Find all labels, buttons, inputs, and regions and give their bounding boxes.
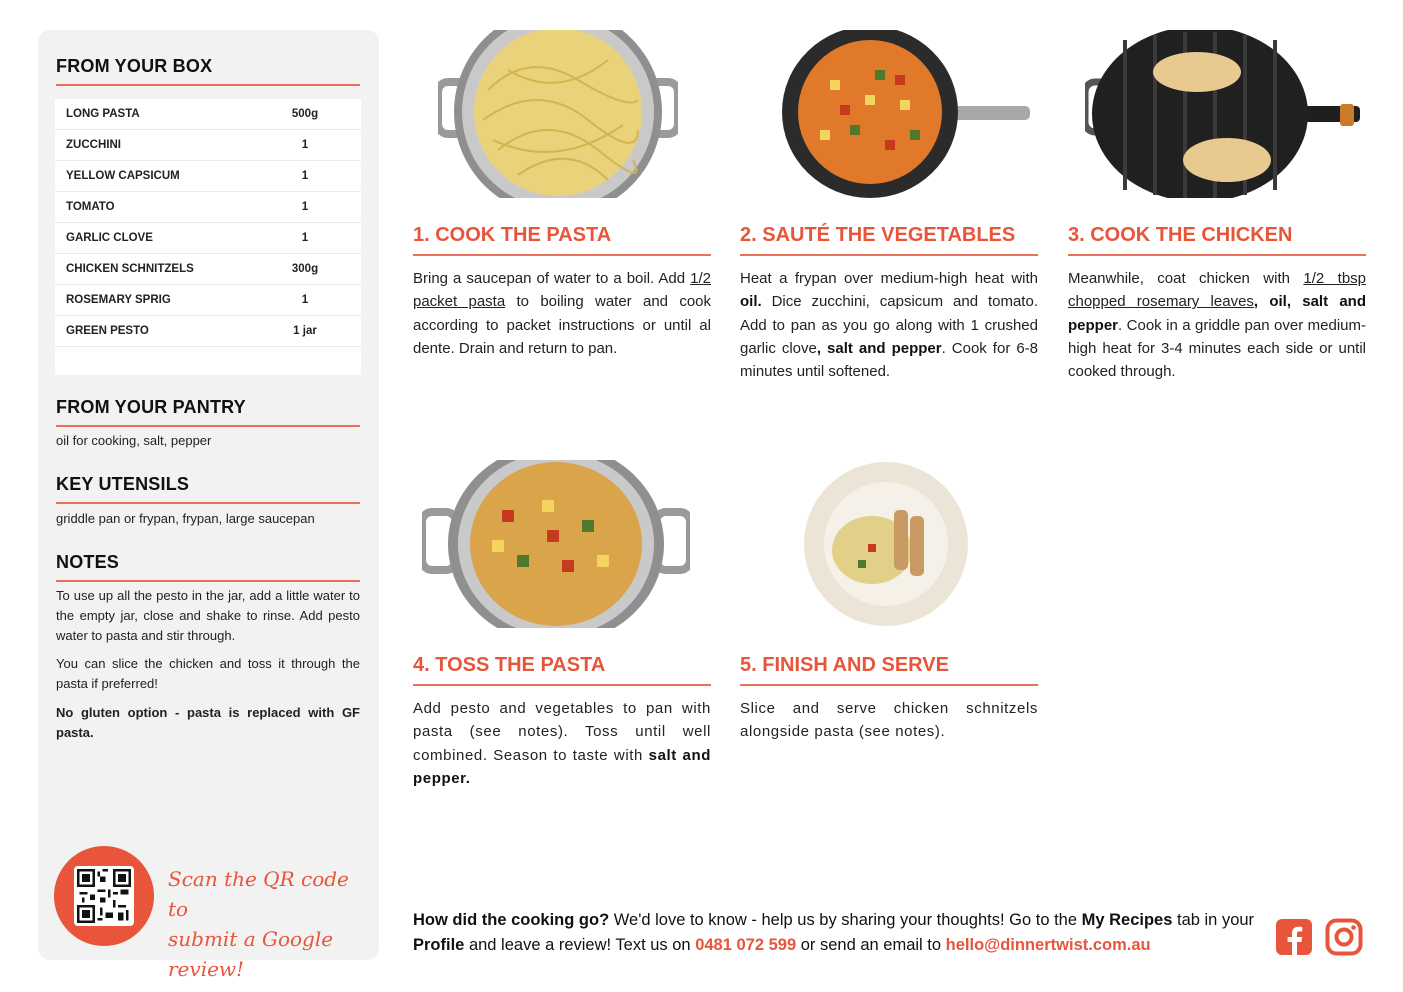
vegetables-frypan-image [780,30,1030,198]
email-link[interactable]: hello@dinnertwist.com.au [945,936,1151,954]
plated-dish-image [802,460,970,628]
notes-paragraph-2: You can slice the chicken and toss it through the pasta if preferred! [56,656,360,691]
ingredient-qty: 300g [291,263,319,275]
tossed-pasta-pot-image [422,460,690,628]
from-your-box-title: FROM YOUR BOX [56,56,360,86]
utensils-text: griddle pan or frypan, frypan, large saucepan [56,511,315,526]
ingredient-name: GARLIC CLOVE [66,232,153,244]
notes-paragraph-3: No gluten option - pasta is replaced with GF pasta. [56,705,360,740]
ingredient-name: LONG PASTA [66,108,140,120]
qr-caption-line-1: Scan the QR code to [168,867,349,921]
step-3-ingredient-link: 1/2 tbsp chopped rosemary leaves [1068,270,1366,311]
step-4-title: 4. TOSS THE PASTA [413,654,711,686]
instagram-icon[interactable] [1325,918,1363,956]
step-1-title: 1. COOK THE PASTA [413,224,711,256]
qr-badge[interactable] [54,846,154,946]
ingredient-qty: 1 [301,232,309,244]
table-row [55,254,361,285]
pantry-text: oil for cooking, salt, pepper [56,433,212,448]
notes-title: NOTES [56,552,360,582]
step-1-text: Bring a saucepan of water to a boil. Add 1/2 packet pasta to boiling water and cook according to packet instructions or until al dente. Drain and return to pan. [413,270,711,357]
qr-caption-line-2: submit a Google review! [168,927,334,981]
ingredient-name: GREEN PESTO [66,325,149,337]
ingredient-qty: 1 [301,139,309,151]
ingredient-qty: 1 [301,294,309,306]
ingredient-name: ZUCCHINI [66,139,121,151]
step-5-title: 5. FINISH AND SERVE [740,654,1038,686]
ingredient-qty: 1 [301,201,309,213]
table-row [55,316,361,347]
box-ingredients-table [55,99,361,375]
step-3-title: 3. COOK THE CHICKEN [1068,224,1366,256]
ingredient-qty: 1 [301,170,309,182]
step-3-text: Meanwhile, coat chicken with 1/2 tbsp chopped rosemary leaves, oil, salt and pepper. Cook in a griddle pan over medium-high heat for 3-4 minutes each side or until cooked through. [1068,270,1366,381]
table-row [55,285,361,316]
ingredients-sidebar [38,30,379,981]
step-4-text: Add pesto and vegetables to pan with pasta (see notes). Toss until well combined. Season to taste with salt and pepper. [413,700,711,787]
ingredient-name: TOMATO [66,201,115,213]
qr-code-icon[interactable] [74,866,134,926]
table-row [55,223,361,254]
table-row [55,192,361,223]
step-1-ingredient-link: 1/2 packet pasta [413,270,711,311]
phone-link[interactable]: 0481 072 599 [695,936,797,954]
ingredient-qty: 500g [291,108,319,120]
qr-caption [168,864,368,984]
step-2-text: Heat a frypan over medium-high heat with oil. Dice zucchini, capsicum and tomato. Add to pan as you go along with 1 crushed garlic clove, salt and pepper. Cook for 6-8 minutes until softened. [740,270,1039,381]
ingredient-qty: 1 jar [293,325,317,337]
ingredient-name: ROSEMARY SPRIG [66,294,171,306]
cooked-pasta-pot-image [438,30,678,198]
from-your-pantry-title: FROM YOUR PANTRY [56,397,360,427]
facebook-icon[interactable] [1275,918,1313,956]
step-2-title: 2. SAUTÉ THE VEGETABLES [740,224,1038,256]
table-row [55,161,361,192]
ingredient-name: YELLOW CAPSICUM [66,170,180,182]
step-5-text: Slice and serve chicken schnitzels alongside pasta (see notes). [740,700,1038,741]
chicken-griddle-image [1085,30,1360,198]
review-footer: How did the cooking go? We'd love to know - help us by sharing your thoughts! Go to the My Recipes tab in your Profile and leave a review! Text us on 0481 072 599 or send an email to hello@dinnertwist.com.au [413,911,1255,954]
notes-paragraph-1: To use up all the pesto in the jar, add a little water to the empty jar, close and shake to rinse. Add pesto water to pasta and stir through. [56,588,360,643]
table-row [55,99,361,130]
key-utensils-title: KEY UTENSILS [56,474,360,504]
ingredient-name: CHICKEN SCHNITZELS [66,263,194,275]
table-row [55,130,361,161]
